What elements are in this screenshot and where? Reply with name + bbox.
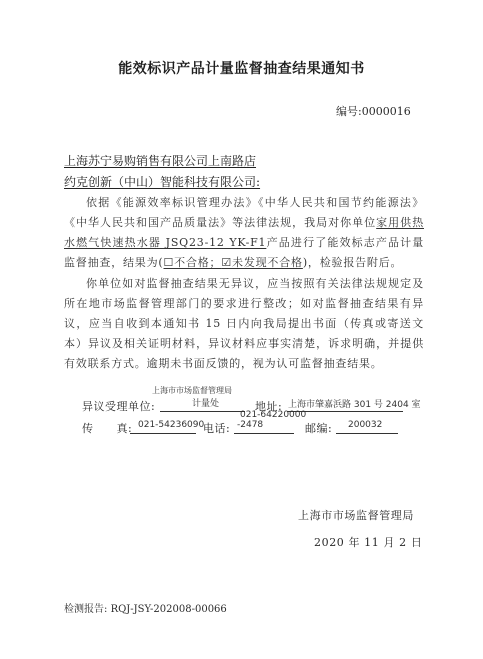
- test-report-number: RQJ-JSY-202008-00066: [110, 604, 227, 615]
- objection-unit-underline: [160, 411, 245, 412]
- option-no-issue-found: ☑未发现不合格: [221, 256, 303, 269]
- address-value: 上海市肇嘉浜路 301 号 2404 室: [288, 400, 421, 410]
- zip-value: 200032: [348, 420, 383, 430]
- paragraph-basis-middle: 产品进行了能效标志产品计量监督抽查，结果为(: [64, 236, 424, 269]
- test-report-reference: [64, 600, 227, 615]
- addressee-store: 上海苏宁易购销售有限公司上南路店: [64, 154, 257, 168]
- objection-org-caption: 上海市市场监督管理局: [152, 386, 232, 395]
- paragraph-basis: [64, 193, 424, 273]
- fax-underline: [130, 433, 196, 434]
- option-unqualified: ☐不合格；: [163, 256, 222, 269]
- zip-label: 邮编:: [305, 422, 333, 435]
- addressee-manufacturer: 约克创新（中山）智能科技有限公司:: [64, 175, 261, 189]
- objection-unit-label: 异议受理单位:: [82, 400, 156, 413]
- phone-underline: [234, 433, 294, 434]
- test-report-label: 检测报告:: [64, 604, 108, 615]
- address-label: 地址:: [255, 400, 283, 413]
- fax-label: 传 真:: [82, 422, 133, 435]
- phone-value-main: 021-64220000: [240, 410, 307, 420]
- paragraph-objection-instructions: 你单位如对监督抽查结果无异议，应当按照有关法律法规规定及所在地市场监督管理部门的要求进行整改；如对监督抽查结果有异议，应当自收到本通知书 15 日内向我局提出书面（传真或寄送文本）异议及相关证明材料，异议材料应事实清楚，诉求明确，并提供有效联系方式。逾期未书面反馈的，视为认可监督抽查结果。: [64, 277, 424, 370]
- issue-date: 2020 年 11 月 2 日: [314, 536, 423, 549]
- paragraph-basis-suffix: )，检验报告附后。: [302, 256, 403, 269]
- zip-underline: [336, 433, 398, 434]
- document-number: [336, 103, 411, 119]
- objection-unit-value: 计量处: [192, 399, 220, 409]
- document-number-value: 0000016: [361, 105, 411, 118]
- document-number-label: 编号:: [336, 105, 362, 118]
- fax-value: 021-54236090: [138, 420, 205, 430]
- phone-value-extension: -2478: [237, 420, 264, 430]
- notice-title: 能效标识产品计量监督抽查结果通知书: [118, 61, 365, 77]
- phone-label: 电话:: [203, 422, 231, 435]
- issuing-authority: 上海市市场监督管理局: [298, 509, 414, 522]
- product-name: 家用供热水燃气快速热水器 JSQ23-12 YK-F1: [64, 216, 424, 249]
- paragraph-basis-prefix: 依据《能源效率标识管理办法》《中华人民共和国节约能源法》《中华人民共和国产品质量法》等法律法规，我局对你单位: [64, 196, 424, 229]
